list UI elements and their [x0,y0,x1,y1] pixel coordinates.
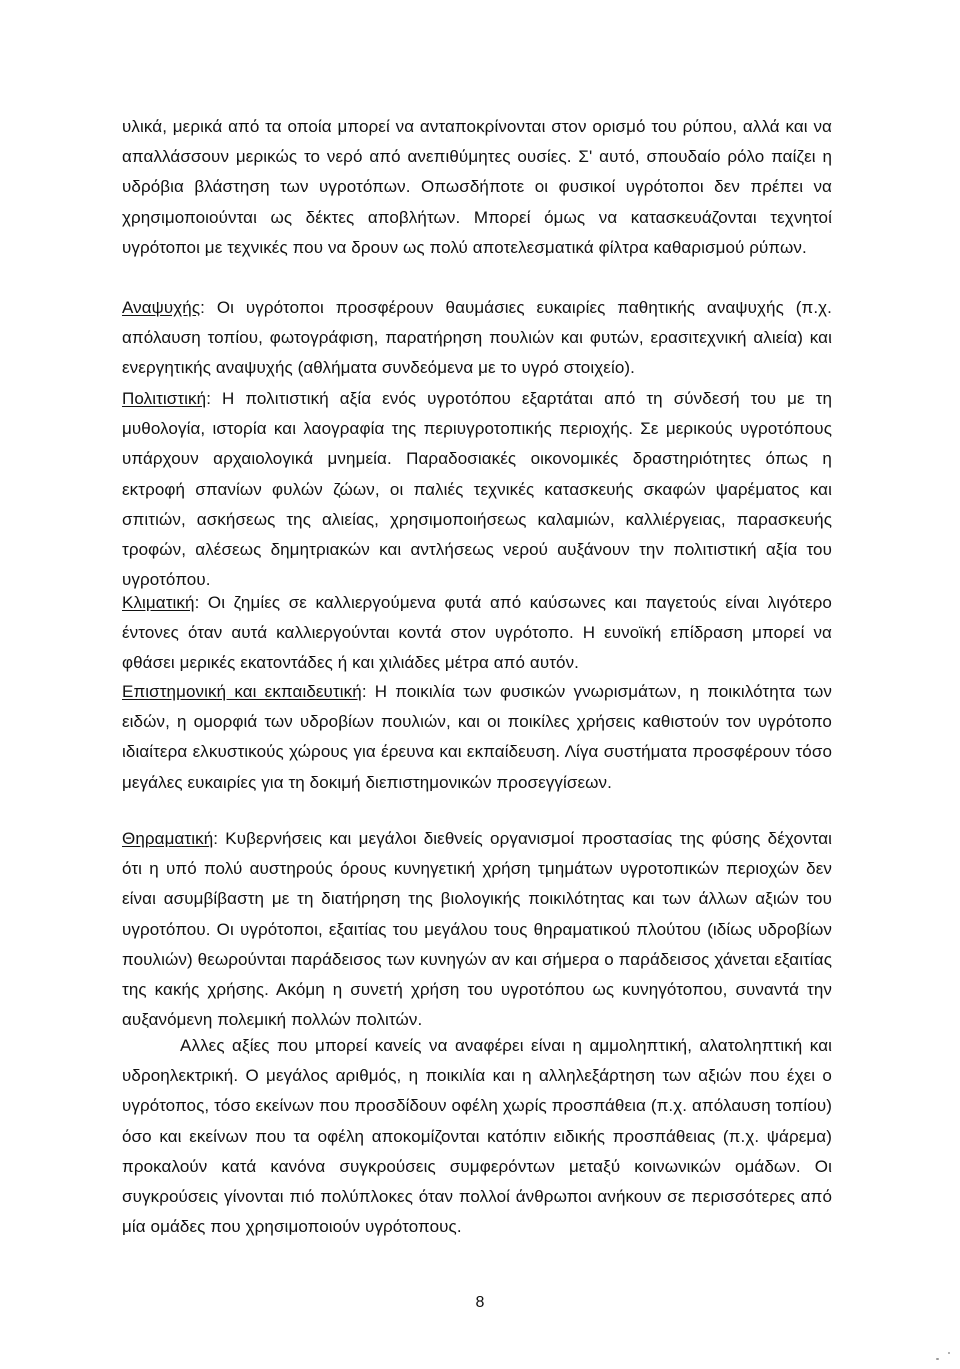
section-term-scientific: Επιστημονική και εκπαιδευτική [122,682,362,701]
scan-speck [948,1352,950,1354]
paragraph-scientific-educational [122,677,832,798]
paragraph-water-purification [122,112,832,263]
section-term-hunting: Θηραματική [122,829,214,848]
paragraph-hunting [122,824,832,1035]
paragraph-text: : Οι ζημίες σε καλλιεργούμενα φυτά από καύσωνες και παγετούς είναι λιγότερο έντονες όταν αυτά καλλιεργούνται κοντά στον υγρότοπο. Η ευνοϊκή επίδραση μπορεί να φθάσει μερικές εκατοντάδες ή και χιλιάδες μέτρα από αυτόν. [122,593,832,673]
paragraph-text: : Κυβερνήσεις και μεγάλοι διεθνείς οργανισμοί προστασίας της φύσης δέχονται ότι η υπό πολύ αυστηρούς όρους κυνηγετική χρήση τμημάτων υγροτοπικών περιοχών δεν είναι ασυμβίβαστη με τη διατήρηση της βιολογικής ποικιλότητας και των άλλων αξιών του υγροτόπου. Οι υγρότοποι, εξαιτίας του μεγάλου τους θηραματικού πλούτου (ιδίως υδροβίων πουλιών) θεωρούνται παράδεισος των κυνηγών αν και σήμερα ο παράδεισος χάνεται εξαιτίας της κακής χρήσης. Ακόμη η συνετή χρήση του υγροτόπου ως κυνηγότοπου, συναντά την αυξανόμενη πολεμική πολλών πολιτών. [122,829,832,1030]
paragraph-text: : Η ποικιλία των φυσικών γνωρισμάτων, η ποικιλότητα των ειδών, η ομορφιά των υδροβίων πουλιών, και οι ποικίλες χρήσεις καθιστούν τον υγρότοπο ιδιαίτερα ελκυστικούς χώρους για έρευνα και εκπαίδευση. Λίγα συστήματα προσφέρουν τόσο μεγάλες ευκαιρίες για τη δοκιμή διεπιστημονικών προσεγγίσεων. [122,682,832,792]
paragraph-text: Αλλες αξίες που μπορεί κανείς να αναφέρει είναι η αμμοληπτική, αλατοληπτική και υδροηλεκτρική. Ο μεγάλος αριθμός, η ποικιλία και η αλληλεξάρτηση των αξιών που έχει ο υγρότοπος, τόσο εκείνων που προσδίδουν οφέλη χωρίς προσπάθεια (π.χ. απόλαυση τοπίου) όσο και εκείνων που τα οφέλη αποκομίζονται κατόπιν ειδικής προσπάθειας (π.χ. ψάρεμα) προκαλούν κατά κανόνα συγκρούσεις συμφερόντων μεταξύ κοινωνικών ομάδων. Οι συγκρούσεις γίνονται πιό πολύπλοκες όταν πολλοί άνθρωποι ανήκουν σε περισσότερες από μία ομάδες που χρησιμοποιούν υγρότοπους. [122,1036,832,1237]
paragraph-text: : Η πολιτιστική αξία ενός υγροτόπου εξαρτάται από τη σύνδεσή του με τη μυθολογία, ιστορία και λαογραφία της περιυγροτοπικής περιοχής. Σε μερικούς υγροτόπους υπάρχουν αρχαιολογικά μνημεία. Παραδοσιακές οικονομικές δραστηριότητες όπως η εκτροφή σπανίων φυλών ζώων, οι παλιές τεχνικές κατασκευής σκαφών ψαρέματος και σπιτιών, ασκήσεως της αλιείας, χρησιμοποιήσεως καλαμιών, καλλιέργειας, παρασκευής τροφών, αλέσεως δημητριακών και αντλήσεως νερού αυξάνουν την πολιτιστική αξία του υγροτόπου. [122,389,832,590]
paragraph-text: : Οι υγρότοποι προσφέρουν θαυμάσιες ευκαιρίες παθητικής αναψυχής (π.χ. απόλαυση τοπίου, φωτογράφιση, παρατήρηση πουλιών και φυτών, ερασιτεχνική αλιεία) και ενεργητικής αναψυχής (αθλήματα συνδεόμενα με το υγρό στοιχείο). [122,298,832,378]
page-number: 8 [475,1294,485,1311]
paragraph-other-values [122,1031,832,1242]
paragraph-text: υλικά, μερικά από τα οποία μπορεί να ανταποκρίνονται στον ορισμό του ρύπου, αλλά και να απαλλάσσουν μερικώς το νερό από ανεπιθύμητες ουσίες. Σ' αυτό, σπουδαίο ρόλο παίζει η υδρόβια βλάστηση των υγροτόπων. Οπωσδήποτε οι φυσικοί υγρότοποι δεν πρέπει να χρησιμοποιούνται ως δέκτες αποβλήτων. Μπορεί όμως να κατασκευάζονται τεχνητοί υγρότοποι με τεχνικές που να δρουν ως πολύ αποτελεσματικά φίλτρα καθαρισμού ρύπων. [122,117,832,257]
scan-speck [936,1358,939,1360]
section-term-recreation: Αναψυχής [122,298,201,317]
paragraph-cultural [122,384,832,595]
section-term-climatic: Κλιματική [122,593,195,612]
paragraph-recreation [122,293,832,384]
paragraph-climatic [122,588,832,679]
section-term-cultural: Πολιτιστική [122,389,207,408]
